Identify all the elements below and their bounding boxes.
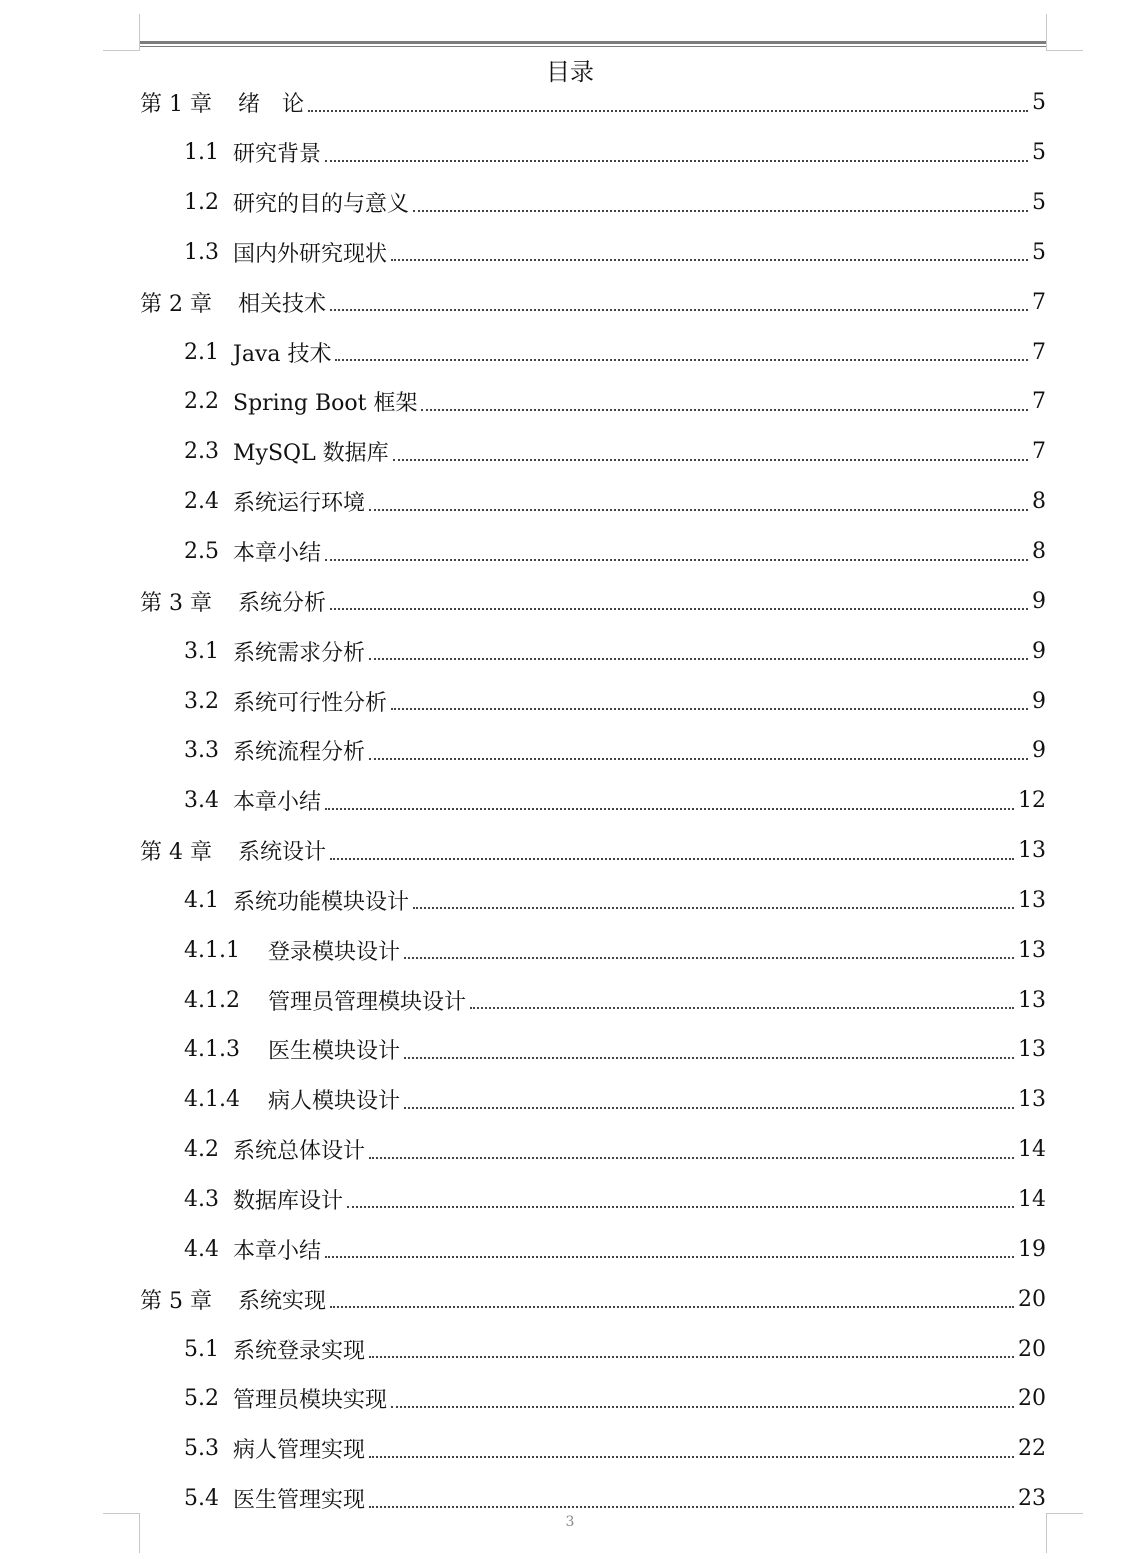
toc-entry-label: 系统总体设计 bbox=[233, 1139, 366, 1165]
toc-entry-page: 13 bbox=[1018, 1037, 1046, 1063]
toc-entry-label: 医生模块设计 bbox=[267, 1039, 400, 1065]
toc-entry[interactable] bbox=[140, 1075, 1046, 1125]
toc-entry-number: 1.1 bbox=[184, 140, 219, 166]
toc-entry[interactable] bbox=[140, 1374, 1046, 1424]
toc-entry-label: 病人模块设计 bbox=[267, 1089, 400, 1115]
toc-leader-dots bbox=[391, 1406, 1014, 1408]
crop-mark bbox=[103, 50, 140, 51]
toc-entry[interactable] bbox=[140, 377, 1046, 427]
toc-leader-dots bbox=[369, 1157, 1014, 1159]
toc-entry[interactable] bbox=[140, 925, 1046, 975]
toc-entry[interactable] bbox=[140, 427, 1046, 477]
toc-entry[interactable] bbox=[140, 78, 1046, 128]
toc-entry-number: 3.2 bbox=[184, 688, 219, 714]
toc-leader-dots bbox=[369, 658, 1028, 660]
toc-entry-number: 第 3 章 bbox=[140, 590, 212, 616]
toc-entry[interactable] bbox=[140, 826, 1046, 876]
toc-entry-number: 第 2 章 bbox=[140, 291, 212, 317]
toc-entry-page: 22 bbox=[1018, 1436, 1046, 1462]
toc-entry-number: 第 4 章 bbox=[140, 840, 212, 866]
toc-entry-label: 本章小结 bbox=[233, 790, 322, 816]
toc-entry-page: 13 bbox=[1018, 1087, 1046, 1113]
toc-entry-page: 23 bbox=[1018, 1486, 1046, 1512]
toc-entry-label: 研究的目的与意义 bbox=[233, 192, 410, 218]
toc-entry-label: 管理员管理模块设计 bbox=[267, 989, 466, 1015]
toc-entry-label: 数据库设计 bbox=[233, 1188, 344, 1214]
toc-entry[interactable] bbox=[140, 576, 1046, 626]
toc-entry-number: 2.1 bbox=[184, 339, 219, 365]
toc-entry-page: 8 bbox=[1032, 489, 1046, 515]
toc-leader-dots bbox=[308, 110, 1028, 112]
toc-entry-label: 系统可行性分析 bbox=[233, 690, 388, 716]
toc-leader-dots bbox=[404, 1057, 1014, 1059]
toc-entry-number: 4.1.3 bbox=[184, 1037, 240, 1063]
toc-entry-page: 13 bbox=[1018, 838, 1046, 864]
toc-entry-page: 5 bbox=[1032, 140, 1046, 166]
toc-entry-number: 4.1.1 bbox=[184, 937, 240, 963]
toc-entry-page: 13 bbox=[1018, 937, 1046, 963]
toc-entry-label: 登录模块设计 bbox=[267, 939, 400, 965]
toc-leader-dots bbox=[369, 1456, 1014, 1458]
toc-entry[interactable] bbox=[140, 527, 1046, 577]
header-rule-thick bbox=[140, 41, 1046, 44]
toc-leader-dots bbox=[391, 259, 1028, 261]
toc-entry-page: 19 bbox=[1018, 1236, 1046, 1262]
toc-entry-label: 国内外研究现状 bbox=[233, 241, 388, 267]
toc-entry[interactable] bbox=[140, 876, 1046, 926]
toc-leader-dots bbox=[330, 608, 1028, 610]
toc-entry-page: 9 bbox=[1032, 588, 1046, 614]
toc-list bbox=[140, 78, 1046, 1523]
toc-entry-page: 14 bbox=[1018, 1186, 1046, 1212]
toc-entry-label: 绪 论 bbox=[237, 92, 304, 118]
toc-entry-page: 20 bbox=[1018, 1286, 1046, 1312]
toc-leader-dots bbox=[335, 359, 1028, 361]
toc-entry-label: Java 技术 bbox=[233, 341, 332, 367]
toc-entry-page: 13 bbox=[1018, 987, 1046, 1013]
toc-entry[interactable] bbox=[140, 1125, 1046, 1175]
toc-entry-page: 14 bbox=[1018, 1137, 1046, 1163]
toc-entry-label: 系统功能模块设计 bbox=[233, 889, 410, 915]
header-rule-thin bbox=[140, 46, 1046, 47]
toc-entry-number: 2.3 bbox=[184, 439, 219, 465]
toc-leader-dots bbox=[413, 907, 1014, 909]
toc-entry-label: 研究背景 bbox=[233, 142, 322, 168]
toc-entry[interactable] bbox=[140, 676, 1046, 726]
page-number: 3 bbox=[565, 1514, 575, 1530]
toc-entry[interactable] bbox=[140, 1424, 1046, 1474]
toc-leader-dots bbox=[330, 858, 1014, 860]
toc-entry-number: 3.4 bbox=[184, 788, 219, 814]
toc-entry-label: 系统登录实现 bbox=[233, 1338, 366, 1364]
toc-entry-label: 本章小结 bbox=[233, 1238, 322, 1264]
toc-entry[interactable] bbox=[140, 178, 1046, 228]
toc-entry-number: 4.2 bbox=[184, 1137, 219, 1163]
toc-leader-dots bbox=[404, 1107, 1014, 1109]
toc-entry-label: 系统需求分析 bbox=[233, 640, 366, 666]
toc-leader-dots bbox=[404, 957, 1014, 959]
toc-entry-number: 1.3 bbox=[184, 239, 219, 265]
toc-entry[interactable] bbox=[140, 1324, 1046, 1374]
toc-entry-label: 系统分析 bbox=[237, 590, 326, 616]
toc-entry-page: 8 bbox=[1032, 539, 1046, 565]
toc-entry-number: 3.3 bbox=[184, 738, 219, 764]
toc-entry-page: 7 bbox=[1032, 439, 1046, 465]
toc-entry-number: 2.2 bbox=[184, 389, 219, 415]
toc-entry-label: 病人管理实现 bbox=[233, 1438, 366, 1464]
toc-entry-label: 管理员模块实现 bbox=[233, 1388, 388, 1414]
toc-entry-page: 20 bbox=[1018, 1336, 1046, 1362]
toc-entry[interactable] bbox=[140, 327, 1046, 377]
toc-entry-page: 9 bbox=[1032, 688, 1046, 714]
toc-entry-page: 5 bbox=[1032, 190, 1046, 216]
toc-leader-dots bbox=[369, 1506, 1014, 1508]
toc-entry-number: 4.1.4 bbox=[184, 1087, 240, 1113]
toc-leader-dots bbox=[325, 559, 1028, 561]
toc-entry-label: MySQL 数据库 bbox=[233, 441, 389, 467]
toc-entry[interactable] bbox=[140, 1025, 1046, 1075]
toc-entry-page: 7 bbox=[1032, 389, 1046, 415]
toc-entry-number: 5.2 bbox=[184, 1386, 219, 1412]
toc-entry[interactable] bbox=[140, 128, 1046, 178]
toc-entry-label: 系统实现 bbox=[237, 1288, 326, 1314]
crop-mark bbox=[1046, 50, 1083, 51]
toc-entry[interactable] bbox=[140, 975, 1046, 1025]
toc-entry-number: 第 5 章 bbox=[140, 1288, 212, 1314]
toc-entry-page: 12 bbox=[1018, 788, 1046, 814]
toc-leader-dots bbox=[369, 509, 1028, 511]
toc-entry[interactable] bbox=[140, 1224, 1046, 1274]
toc-leader-dots bbox=[369, 758, 1028, 760]
toc-entry-number: 5.4 bbox=[184, 1486, 219, 1512]
crop-mark bbox=[1046, 14, 1047, 51]
toc-leader-dots bbox=[347, 1206, 1014, 1208]
toc-entry-number: 2.5 bbox=[184, 539, 219, 565]
toc-leader-dots bbox=[325, 1256, 1014, 1258]
toc-entry-number: 4.4 bbox=[184, 1236, 219, 1262]
toc-entry-number: 4.3 bbox=[184, 1186, 219, 1212]
toc-entry-page: 9 bbox=[1032, 738, 1046, 764]
toc-entry[interactable] bbox=[140, 776, 1046, 826]
toc-leader-dots bbox=[325, 808, 1014, 810]
toc-entry-label: 系统流程分析 bbox=[233, 740, 366, 766]
toc-entry-page: 7 bbox=[1032, 289, 1046, 315]
toc-leader-dots bbox=[330, 1306, 1014, 1308]
toc-leader-dots bbox=[330, 309, 1028, 311]
toc-entry[interactable] bbox=[140, 1274, 1046, 1324]
toc-entry-label: Spring Boot 框架 bbox=[233, 391, 418, 417]
toc-leader-dots bbox=[413, 210, 1028, 212]
toc-entry-label: 相关技术 bbox=[237, 291, 326, 317]
toc-entry-page: 5 bbox=[1032, 90, 1046, 116]
toc-entry-number: 2.4 bbox=[184, 489, 219, 515]
toc-entry-page: 20 bbox=[1018, 1386, 1046, 1412]
toc-entry[interactable] bbox=[140, 626, 1046, 676]
toc-entry-number: 5.3 bbox=[184, 1436, 219, 1462]
toc-entry-page: 13 bbox=[1018, 887, 1046, 913]
toc-entry-number: 5.1 bbox=[184, 1336, 219, 1362]
toc-title: 目录 bbox=[546, 58, 594, 86]
toc-leader-dots bbox=[421, 409, 1028, 411]
toc-entry-number: 4.1.2 bbox=[184, 987, 240, 1013]
toc-entry-number: 4.1 bbox=[184, 887, 219, 913]
toc-entry[interactable] bbox=[140, 1175, 1046, 1225]
toc-entry-number: 3.1 bbox=[184, 638, 219, 664]
toc-entry-label: 系统设计 bbox=[237, 840, 326, 866]
toc-entry-label: 本章小结 bbox=[233, 541, 322, 567]
toc-leader-dots bbox=[369, 1356, 1014, 1358]
toc-leader-dots bbox=[325, 160, 1028, 162]
toc-entry-page: 5 bbox=[1032, 239, 1046, 265]
toc-leader-dots bbox=[391, 708, 1028, 710]
toc-entry-label: 系统运行环境 bbox=[233, 491, 366, 517]
toc-leader-dots bbox=[393, 459, 1028, 461]
toc-entry-page: 7 bbox=[1032, 339, 1046, 365]
toc-entry-page: 9 bbox=[1032, 638, 1046, 664]
toc-entry[interactable] bbox=[140, 277, 1046, 327]
toc-entry[interactable] bbox=[140, 477, 1046, 527]
toc-entry-number: 第 1 章 bbox=[140, 92, 212, 118]
toc-entry[interactable] bbox=[140, 726, 1046, 776]
toc-entry[interactable] bbox=[140, 228, 1046, 278]
toc-entry-label: 医生管理实现 bbox=[233, 1488, 366, 1514]
toc-leader-dots bbox=[470, 1007, 1014, 1009]
toc-entry-number: 1.2 bbox=[184, 190, 219, 216]
